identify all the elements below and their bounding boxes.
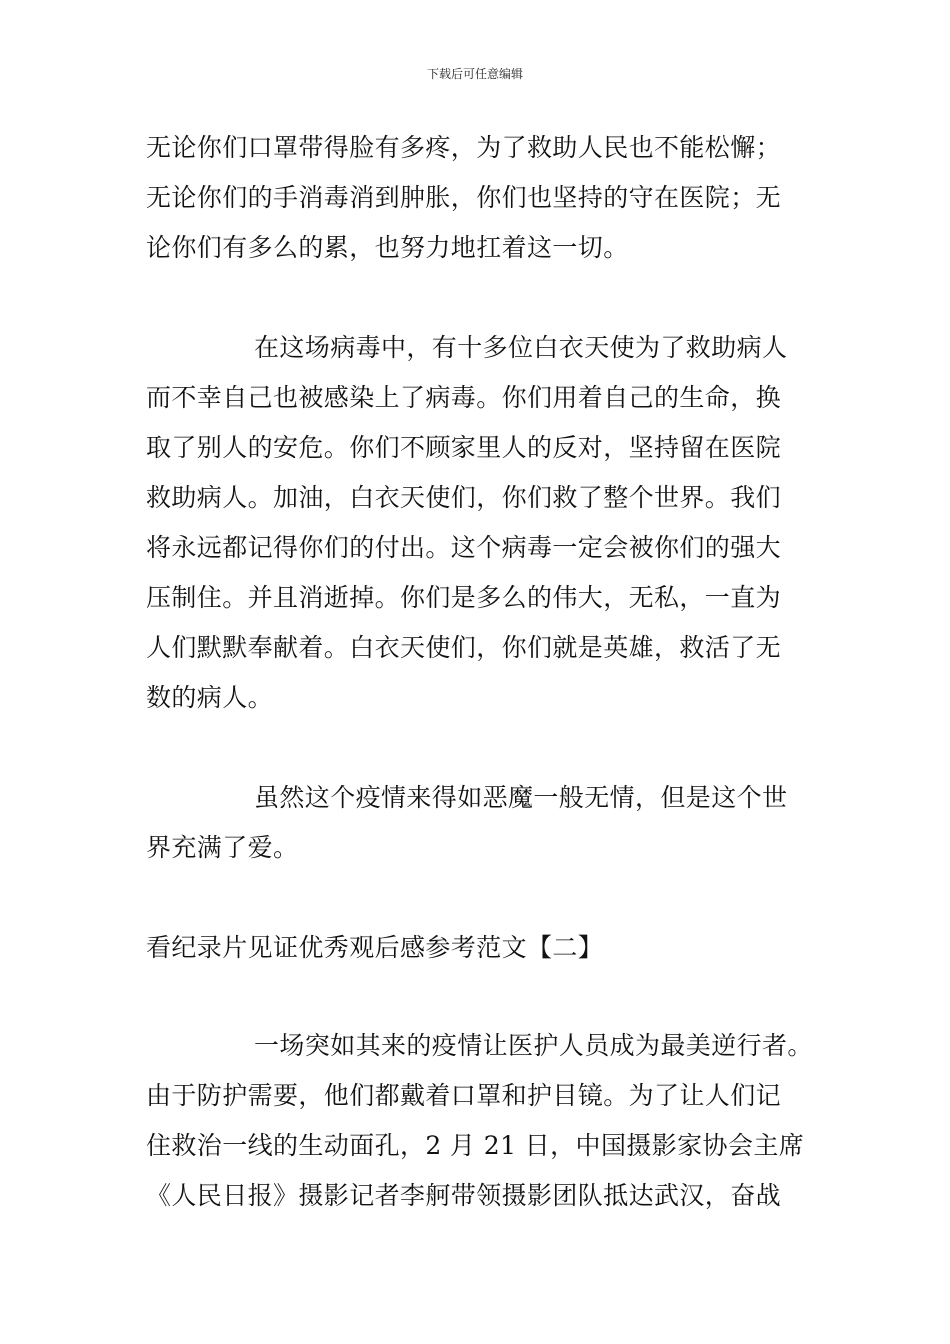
text-line-6: 取了别人的安危。你们不顾家里人的反对，坚持留在医院 xyxy=(146,433,782,462)
text-line-7: 救助病人。加油，白衣天使们，你们救了整个世界。我们 xyxy=(146,483,782,512)
text-line-10: 人们默默奉献着。白衣天使们，你们就是英雄，救活了无 xyxy=(146,633,782,662)
text-line-17: 住救治一线的生动面孔，2 月 21 日，中国摄影家协会主席 xyxy=(146,1131,805,1160)
text-line-8: 将永远都记得你们的付出。这个病毒一定会被你们的强大 xyxy=(146,533,782,562)
text-line-12: 虽然这个疫情来得如恶魔一般无情，但是这个世 xyxy=(254,783,788,812)
text-line-1: 无论你们口罩带得脸有多疼，为了救助人民也不能松懈； xyxy=(146,133,782,162)
text-line-4: 在这场病毒中，有十多位白衣天使为了救助病人 xyxy=(254,333,788,362)
text-line-16: 由于防护需要，他们都戴着口罩和护目镜。为了让人们记 xyxy=(146,1081,782,1110)
text-line-15: 一场突如其来的疫情让医护人员成为最美逆行者。 xyxy=(254,1031,813,1060)
text-line-3: 论你们有多么的累，也努力地扛着这一切。 xyxy=(146,233,629,262)
page-header: 下载后可任意编辑 xyxy=(426,67,523,81)
text-line-2: 无论你们的手消毒消到肿胀，你们也坚持的守在医院；无 xyxy=(146,183,782,212)
text-line-13: 界充满了爱。 xyxy=(146,833,299,862)
section-heading: 看纪录片见证优秀观后感参考范文【二】 xyxy=(146,933,604,962)
text-line-9: 压制住。并且消逝掉。你们是多么的伟大，无私，一直为 xyxy=(146,583,782,612)
text-line-11: 数的病人。 xyxy=(146,683,274,712)
text-line-18: 《人民日报》摄影记者李舸带领摄影团队抵达武汉，奋战 xyxy=(146,1181,782,1210)
text-line-5: 而不幸自己也被感染上了病毒。你们用着自己的生命，换 xyxy=(146,383,782,412)
